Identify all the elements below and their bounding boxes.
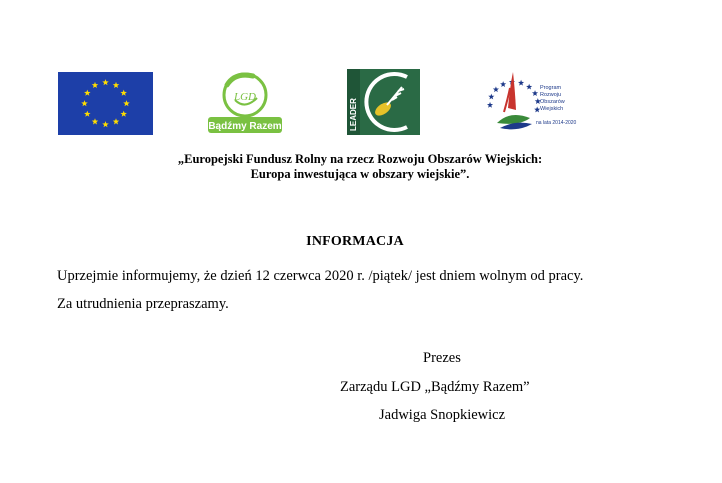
page-title: INFORMACJA <box>306 234 404 249</box>
signature-board: Zarządu LGD „Bądźmy Razem” <box>340 379 530 395</box>
prow-star-icon <box>532 90 538 96</box>
body-paragraph-1: Uprzejmie informujemy, że dzień 12 czerwca 2020 r. /piątek/ jest dniem wolnym od pracy. <box>57 268 584 284</box>
prow-period: na lata 2014-2020 <box>536 120 577 126</box>
prow-star-icon <box>526 84 532 90</box>
prow-line-2: Rozwoju <box>540 92 562 98</box>
body-paragraph-2: Za utrudnienia przepraszamy. <box>57 296 229 312</box>
lgd-logo-text: LGD <box>233 91 257 103</box>
leader-logo-text: LEADER <box>349 98 358 131</box>
prow-star-icon <box>518 80 524 86</box>
prow-star-icon <box>487 102 493 108</box>
prow-line-3: Obszarów <box>540 99 565 105</box>
lgd-logo <box>205 70 285 136</box>
motto-line-1: „Europejski Fundusz Rolny na rzecz Rozwoju Obszarów Wiejskich: <box>177 152 543 166</box>
lgd-logo-caption: Bądźmy Razem <box>208 121 282 132</box>
prow-line-4: Wiejskich <box>540 106 564 112</box>
prow-line-1: Program <box>540 85 562 91</box>
prow-star-icon <box>488 94 494 100</box>
signature-name: Jadwiga Snopkiewicz <box>379 407 506 423</box>
prow-star-icon <box>493 86 499 92</box>
signature-title: Prezes <box>423 350 461 366</box>
motto <box>0 152 722 182</box>
prow-logo <box>480 68 590 134</box>
eu-flag-logo <box>58 72 153 135</box>
prow-star-icon <box>500 81 506 87</box>
motto-line-2: Europa inwestująca w obszary wiejskie”. <box>250 167 470 181</box>
leader-logo <box>347 69 420 135</box>
